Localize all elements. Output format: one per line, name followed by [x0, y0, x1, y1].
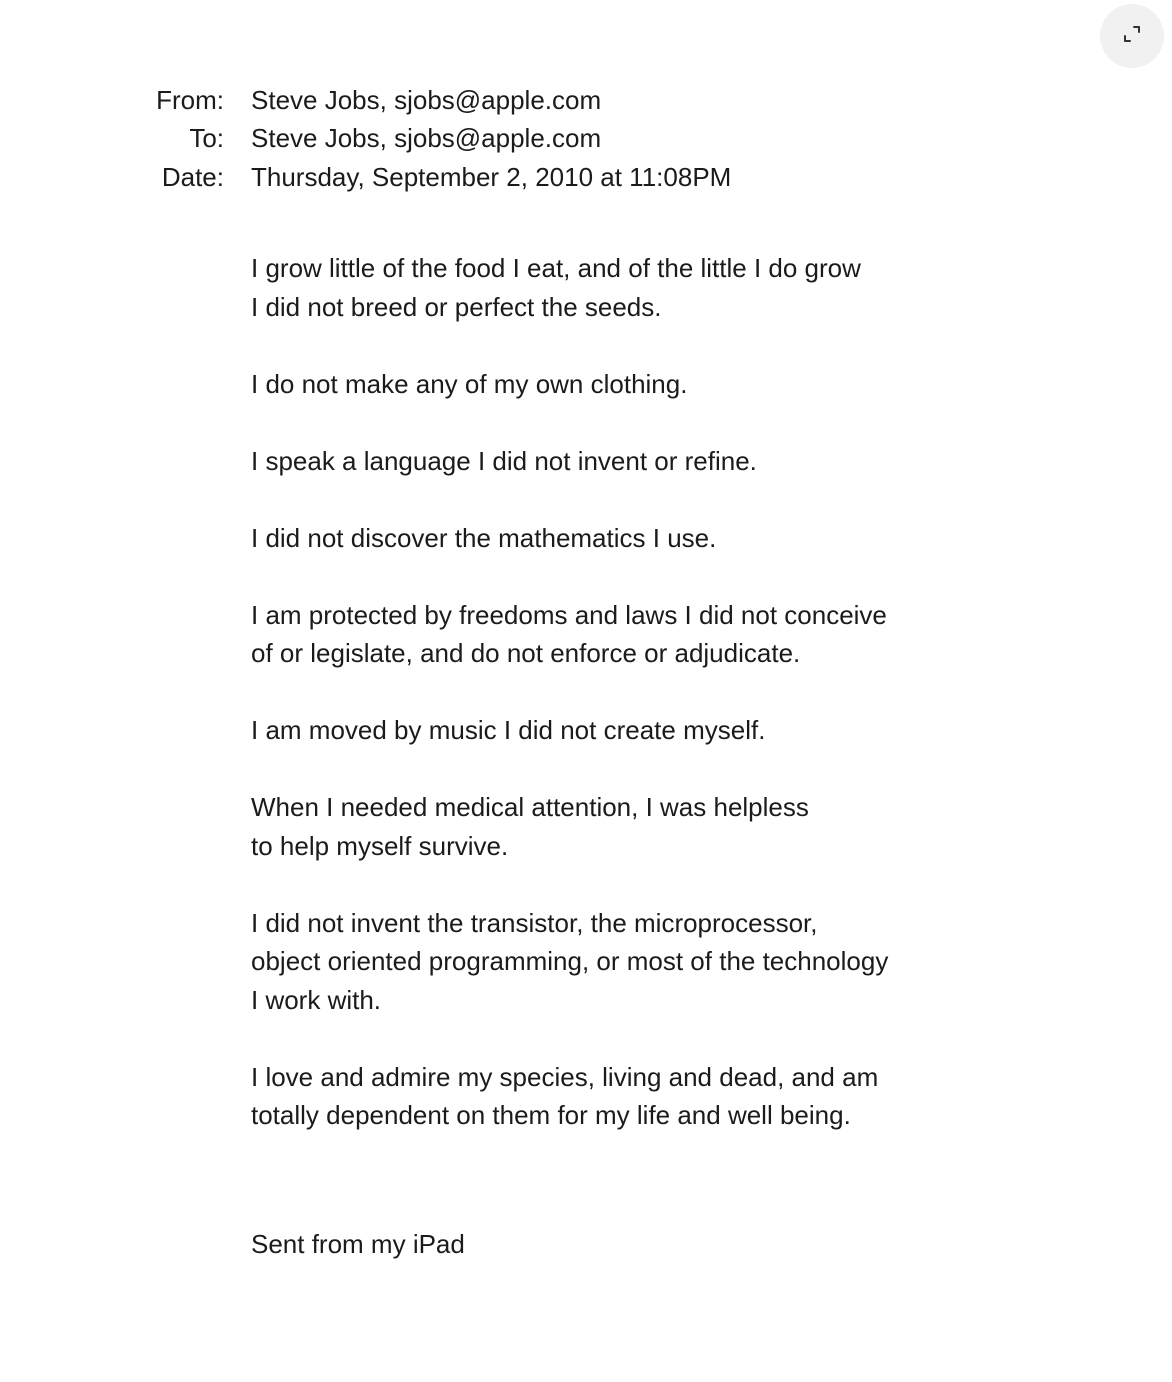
- signature: Sent from my iPad: [251, 1229, 465, 1259]
- paragraph-line: to help myself survive.: [251, 830, 509, 861]
- paragraph-line: I do not make any of my own clothing.: [251, 368, 688, 399]
- date-label: Date:: [161, 161, 224, 192]
- paragraph-line: I grow little of the food I eat, and of the little I do grow: [251, 253, 861, 283]
- paragraph: [251, 442, 1111, 481]
- from-value: Steve Jobs, sjobs@apple.com: [251, 84, 602, 115]
- paragraph-line: object oriented programming, or most of the technology: [251, 946, 889, 976]
- to-row: [0, 120, 1172, 159]
- paragraph-line: I am moved by music I did not create myself.: [251, 715, 766, 745]
- paragraph: [251, 596, 1111, 673]
- paragraph: [251, 1058, 1111, 1135]
- paragraph-line: I did not breed or perfect the seeds.: [251, 291, 662, 322]
- email-header: [0, 81, 1172, 197]
- expand-icon: [1121, 23, 1143, 50]
- date-row: [0, 158, 1172, 197]
- paragraph-line: When I needed medical attention, I was helpless: [251, 792, 809, 822]
- email-body: [251, 249, 1111, 1173]
- to-label: To:: [189, 123, 224, 154]
- paragraph-line: I love and admire my species, living and dead, and am: [251, 1061, 879, 1092]
- paragraph: [251, 519, 1111, 558]
- paragraph: [251, 365, 1111, 404]
- paragraph-line: of or legislate, and do not enforce or adjudicate.: [251, 638, 801, 668]
- paragraph-line: I did not invent the transistor, the microprocessor,: [251, 907, 818, 938]
- from-label: From:: [156, 84, 224, 115]
- paragraph: [251, 904, 1111, 1020]
- paragraph: [251, 711, 1111, 750]
- paragraph-line: I am protected by freedoms and laws I did not conceive: [251, 599, 887, 630]
- paragraph: [251, 788, 1111, 865]
- paragraph-line: I did not discover the mathematics I use.: [251, 522, 717, 553]
- paragraph-line: totally dependent on them for my life and well being.: [251, 1100, 851, 1130]
- expand-button[interactable]: [1100, 4, 1164, 68]
- date-value: Thursday, September 2, 2010 at 11:08PM: [251, 161, 732, 192]
- paragraph-line: I work with.: [251, 984, 382, 1015]
- to-value: Steve Jobs, sjobs@apple.com: [251, 123, 602, 154]
- from-row: [0, 81, 1172, 120]
- paragraph: [251, 249, 1111, 326]
- paragraph-line: I speak a language I did not invent or refine.: [251, 445, 757, 476]
